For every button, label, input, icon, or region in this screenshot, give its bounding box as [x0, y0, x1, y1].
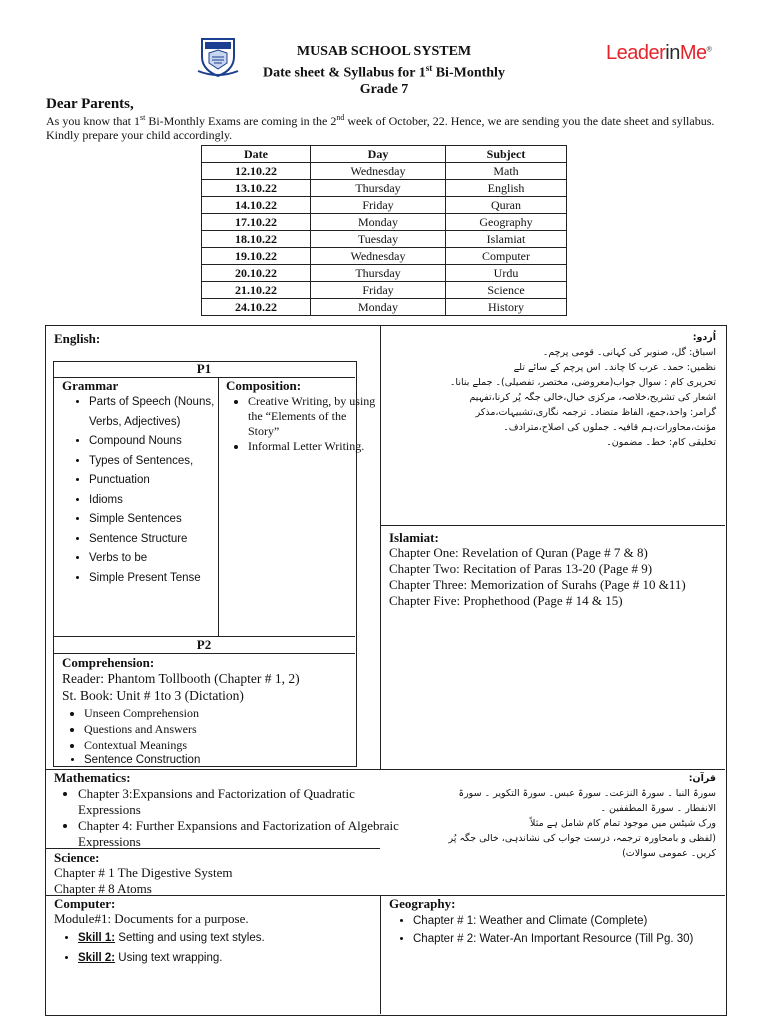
list-item: Chapter # 8 Atoms	[54, 881, 152, 896]
list-item: • Sentence Structure	[89, 530, 239, 550]
cell-date: 21.10.22	[202, 282, 311, 299]
computer-skills	[52, 928, 398, 968]
cell-date: 19.10.22	[202, 248, 311, 265]
cell-date: 12.10.22	[202, 163, 311, 180]
list-item: مؤنث،محاورات،ہم قافیہ۔ جملوں کی اصلاح،مترادف۔	[503, 422, 716, 433]
cell-subject: History	[446, 299, 567, 316]
islamiat-list	[389, 545, 719, 609]
list-item: • Unseen Comprehension	[84, 705, 374, 721]
list-item: Chapter Five: Prophethood (Page # 14 & 15)	[389, 593, 623, 608]
table-row	[202, 282, 567, 299]
cell-subject: Islamiat	[446, 231, 567, 248]
school-name: MUSAB SCHOOL SYSTEM	[296, 44, 472, 59]
table-row	[202, 231, 567, 248]
cell-subject: Science	[446, 282, 567, 299]
cell-day: Monday	[311, 214, 446, 231]
list-item: • Chapter 4: Further Expansions and Factorization of Algebraic Expressions	[78, 818, 400, 850]
list-item: • Creative Writing, by using the “Elements of the Story”	[248, 394, 380, 439]
computer-label: Computer:	[54, 896, 116, 911]
list-item: • Chapter # 1: Weather and Climate (Complete)	[413, 912, 743, 930]
divider-english-math	[45, 769, 725, 770]
list-item: • Skill 1: Setting and using text styles.	[78, 928, 398, 948]
col-header-date: Date	[202, 146, 311, 163]
cell-date: 13.10.22	[202, 180, 311, 197]
urdu-syllabus	[390, 345, 716, 450]
geography-label: Geography:	[389, 896, 456, 911]
cell-day: Wednesday	[311, 163, 446, 180]
english-label: English:	[54, 331, 101, 346]
list-item: • Simple Present Tense	[89, 569, 239, 589]
p2-header: P2	[53, 636, 355, 654]
cell-day: Monday	[311, 299, 446, 316]
cell-subject: Computer	[446, 248, 567, 265]
list-item: اشعار کی تشریح،خلاصہ، مرکزی خیال،خالی جگہ پُر کرنا،تفہیم	[469, 392, 716, 403]
list-item: نظمیں: حمد۔ عرب کا چاند۔ اس پرچم کے سائے تلے	[513, 362, 716, 373]
intro-paragraph: As you know that 1st Bi-Monthly Exams are coming in the 2nd week of October, 22. Hence, we are sending you the date sheet and syllabus. Kindly prepare your child accordingly.	[46, 113, 715, 142]
col-header-day: Day	[311, 146, 446, 163]
cell-day: Friday	[311, 197, 446, 214]
list-item: ورک شیٹس میں موجود تمام کام شامل ہے مثلاً	[530, 818, 716, 829]
table-row	[202, 214, 567, 231]
list-item: الانفطار ۔ سورۃ المطففین ۔	[600, 803, 716, 814]
science-list	[54, 865, 232, 897]
document-title: Date sheet & Syllabus for 1st Bi-Monthly	[263, 63, 505, 81]
list-item: • Informal Letter Writing.	[248, 439, 380, 454]
list-item: اسباق: گل، صنوبر کی کہانی۔ قومی پرچم۔	[542, 347, 716, 358]
list-item: تخلیقی کام: خط۔ مضمون۔	[606, 437, 716, 448]
cell-subject: Quran	[446, 197, 567, 214]
comprehension-list	[58, 705, 374, 753]
table-row	[202, 248, 567, 265]
cell-day: Tuesday	[311, 231, 446, 248]
list-item: • Punctuation	[89, 471, 239, 491]
list-item: تحریری کام : سوال جواب(معروضی، مختصر، تفصیلی)۔ جملے بنانا۔	[449, 377, 716, 388]
list-item: • Simple Sentences	[89, 510, 239, 530]
list-item: • Compound Nouns	[89, 432, 239, 452]
quran-syllabus	[390, 786, 716, 861]
cell-subject: Geography	[446, 214, 567, 231]
composition-list	[222, 394, 380, 454]
comprehension-label: Comprehension:	[62, 655, 155, 670]
cell-subject: Urdu	[446, 265, 567, 282]
cell-date: 18.10.22	[202, 231, 311, 248]
col-header-subject: Subject	[446, 146, 567, 163]
stbook-text: St. Book: Unit # 1to 3 (Dictation)	[62, 688, 244, 703]
p1-header: P1	[53, 361, 355, 378]
list-item: گرامر: واحد،جمع، الفاظ متضاد۔ ترجمہ نگاری،تشبیہات،مذکر	[475, 407, 716, 418]
cell-day: Friday	[311, 282, 446, 299]
cell-subject: Math	[446, 163, 567, 180]
cell-date: 24.10.22	[202, 299, 311, 316]
table-row	[202, 197, 567, 214]
list-item: • Chapter # 2: Water-An Important Resource (Till Pg. 30)	[413, 930, 743, 948]
computer-module: Module#1: Documents for a purpose.	[54, 911, 249, 926]
cell-date: 14.10.22	[202, 197, 311, 214]
list-item: • Types of Sentences,	[89, 452, 239, 472]
greeting: Dear Parents,	[46, 96, 134, 112]
list-item: کریں۔ عمومی سوالات)	[622, 848, 716, 859]
list-item: • Verbs to be	[89, 549, 239, 569]
list-item: Chapter # 1 The Digestive System	[54, 865, 233, 880]
urdu-label: اُردو:	[692, 332, 716, 343]
list-item: • Idioms	[89, 491, 239, 511]
list-item: • Skill 2: Using text wrapping.	[78, 948, 398, 968]
list-item: Chapter Three: Memorization of Surahs (Page # 10 &11)	[389, 577, 686, 592]
list-item: Chapter Two: Recitation of Paras 13-20 (Page # 9)	[389, 561, 653, 576]
science-label: Science:	[54, 850, 100, 865]
leader-in-me-logo: LeaderinMe®	[606, 42, 712, 64]
comprehension-last	[58, 753, 374, 767]
list-item: سورۃ النبا ۔ سورۃ النزعت۔ سورۃ عبس۔ سورۃ التکویر ۔ سورۃ	[458, 788, 716, 799]
geography-list	[387, 912, 743, 948]
cell-date: 17.10.22	[202, 214, 311, 231]
table-row	[202, 265, 567, 282]
quran-label: قرآن:	[688, 773, 716, 784]
mathematics-list	[52, 786, 400, 850]
mathematics-label: Mathematics:	[54, 770, 131, 785]
grammar-list	[63, 393, 239, 588]
grammar-label: Grammar	[62, 378, 119, 393]
islamiat-label: Islamiat:	[389, 530, 439, 545]
cell-day: Wednesday	[311, 248, 446, 265]
list-item: • Contextual Meanings	[84, 737, 374, 753]
table-row	[202, 180, 567, 197]
list-item: • Questions and Answers	[84, 721, 374, 737]
table-row	[202, 163, 567, 180]
cell-day: Thursday	[311, 265, 446, 282]
list-item: Chapter One: Revelation of Quran (Page # 7 & 8)	[389, 545, 648, 560]
list-item: • Parts of Speech (Nouns, Verbs, Adjectives)	[89, 393, 239, 432]
cell-subject: English	[446, 180, 567, 197]
table-header-row	[202, 146, 567, 163]
datesheet-table	[201, 145, 567, 316]
cell-day: Thursday	[311, 180, 446, 197]
grade-label: Grade 7	[359, 81, 409, 97]
list-item: (لفظی و بامحاورہ ترجمہ، درست جواب کی نشاندہی، خالی جگہ پُر	[448, 833, 716, 844]
list-item: • Chapter 3:Expansions and Factorization of Quadratic Expressions	[78, 786, 400, 818]
divider-urdu-islamiat	[380, 525, 725, 526]
column-divider	[380, 325, 381, 769]
list-item: • Sentence Construction	[84, 753, 374, 767]
cell-date: 20.10.22	[202, 265, 311, 282]
reader-text: Reader: Phantom Tollbooth (Chapter # 1, 2)	[62, 671, 300, 686]
composition-label: Composition:	[226, 378, 302, 393]
table-row	[202, 299, 567, 316]
